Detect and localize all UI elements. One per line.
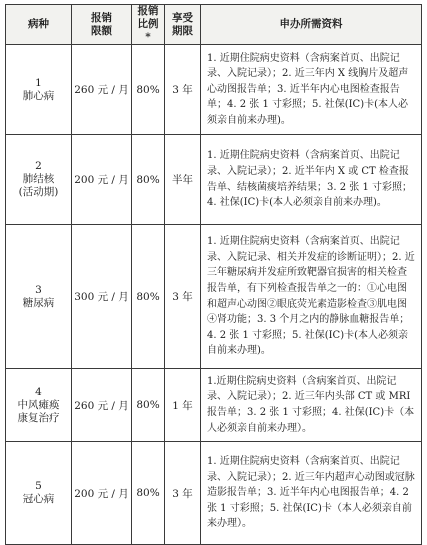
materials-cell: 1. 近期住院病史资料（含病案首页、出院记录、入院记录、相关并发症的诊断证明）；2. 近三年糖尿病并发症所致靶器官损害的相关检查报告单，有下列检查报告单之一的：①心电图和超声心动图②眼底荧光素造影检查③肌电图④肾功能；3. 3 个月之内的静脉血糖报告单；4. 2 张 1 寸彩照；5. 社保(IC)卡(本人必须亲自前来办理)。	[201, 225, 422, 369]
row-number: 4	[35, 385, 42, 398]
materials-cell: 1.近期住院病史资料（含病案首页、出院记录、入院记录）；2. 近三年内头部 CT 或 MRI 报告单；3. 2 张 1 寸彩照；4. 社保(IC)卡（本人必须亲自前来办理）。	[201, 369, 422, 442]
ratio-cell: 80%	[132, 135, 165, 225]
table-row	[6, 442, 422, 545]
header-limit: 报销 限额	[72, 5, 132, 45]
limit-cell: 200 元 / 月	[72, 135, 132, 225]
disease-reimbursement-table	[5, 4, 422, 545]
row-number: 2	[35, 160, 42, 172]
materials-cell: 1. 近期住院病史资料（含病案首页、出院记录、入院记录）；2. 近三年内 X 线胸片及超声心动图报告单；3. 近半年内心电图检查报告单；4. 2 张 1 寸彩照；5. 社保(IC)卡(本人必须亲自前来办理)。	[201, 45, 422, 135]
disease-cell	[6, 369, 72, 442]
header-materials: 申办所需资料	[201, 5, 422, 45]
ratio-cell: 80%	[132, 225, 165, 369]
period-cell: 3 年	[165, 45, 201, 135]
materials-cell: 1. 近期住院病史资料（含病案首页、出院记录、入院记录）；2. 近半年内 X 或 CT 检查报告单、结核菌痰培养结果；3. 2 张 1 寸彩照；4. 社保(IC)卡(本人必须亲自前来办理)。	[201, 135, 422, 225]
period-cell: 3 年	[165, 225, 201, 369]
ratio-cell: 80%	[132, 369, 165, 442]
disease-name: 肺心病	[22, 89, 55, 102]
disease-cell	[6, 442, 72, 545]
ratio-cell: 80%	[132, 442, 165, 545]
limit-cell: 300 元 / 月	[72, 225, 132, 369]
disease-name: 糖尿病	[22, 296, 55, 309]
disease-name: 肺结核 (活动期)	[18, 173, 59, 198]
limit-cell: 260 元 / 月	[72, 45, 132, 135]
limit-cell: 260 元 / 月	[72, 369, 132, 442]
disease-cell	[6, 225, 72, 369]
disease-cell	[6, 45, 72, 135]
table-row	[6, 45, 422, 135]
materials-cell: 1. 近期住院病史资料（含病案首页、出院记录、入院记录）；2. 近三年内超声心动图或冠脉造影报告单；3. 近半年内心电图报告单；4. 2 张 1 寸彩照；5. 社保(IC)卡（本人必须亲自前来办理）。	[201, 442, 422, 545]
period-cell: 3 年	[165, 442, 201, 545]
table-row	[6, 369, 422, 442]
disease-cell	[6, 135, 72, 225]
period-cell: 半年	[165, 135, 201, 225]
limit-cell: 200 元 / 月	[72, 442, 132, 545]
table-row	[6, 135, 422, 225]
row-number: 3	[35, 283, 42, 296]
header-row	[6, 5, 422, 45]
table-row	[6, 225, 422, 369]
ratio-cell: 80%	[132, 45, 165, 135]
row-number: 5	[35, 480, 42, 492]
period-cell: 1 年	[165, 369, 201, 442]
disease-name: 中风瘫痪 康复治疗	[17, 398, 60, 424]
row-number: 1	[35, 76, 42, 89]
header-ratio: 报销 比例 *	[132, 5, 165, 45]
disease-name: 冠心病	[22, 493, 55, 505]
reimbursement-document	[5, 4, 421, 545]
header-period: 享受 期限	[165, 5, 201, 45]
header-disease: 病种	[6, 5, 72, 45]
